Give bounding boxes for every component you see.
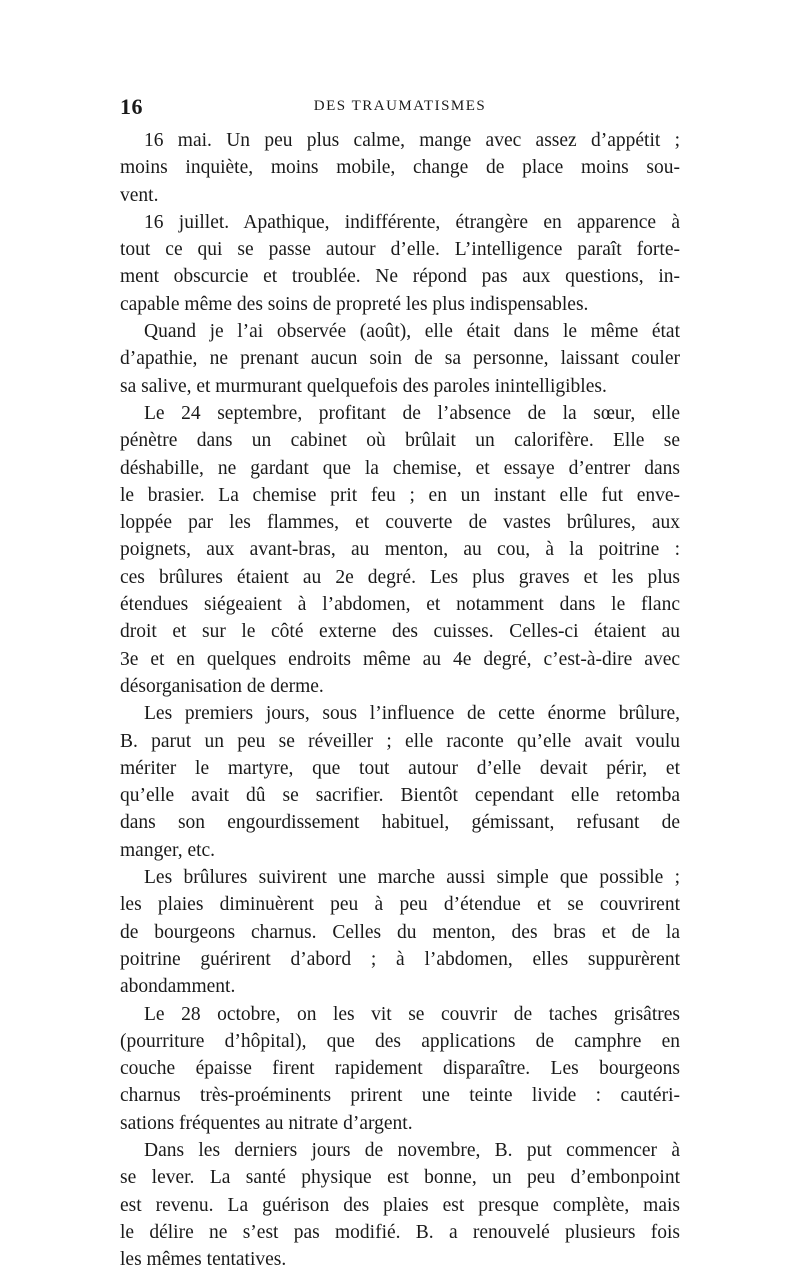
text-line: manger, etc. bbox=[120, 839, 216, 861]
paragraph bbox=[120, 209, 680, 318]
text-line: Quand je l’ai observée (août), elle était dans le même état bbox=[144, 321, 680, 343]
text-line: couche épaisse firent rapidement disparaître. Les bourgeons bbox=[120, 1058, 680, 1080]
paragraph bbox=[120, 864, 680, 1000]
paragraph bbox=[120, 1137, 680, 1273]
text-line: déshabille, ne gardant que la chemise, et essaye d’entrer dans bbox=[120, 457, 680, 479]
paragraph bbox=[120, 700, 680, 864]
text-line: Le 28 octobre, on les vit se couvrir de taches grisâtres bbox=[144, 1003, 680, 1025]
text-line: charnus très-proéminents prirent une teinte livide : cautéri- bbox=[120, 1085, 680, 1107]
text-line: sations fréquentes au nitrate d’argent. bbox=[120, 1112, 413, 1134]
page-number: 16 bbox=[120, 94, 143, 119]
text-line: loppée par les flammes, et couverte de vastes brûlures, aux bbox=[120, 512, 680, 534]
text-line: poignets, aux avant-bras, au menton, au cou, à la poitrine : bbox=[120, 539, 680, 561]
text-line: désorganisation de derme. bbox=[120, 675, 324, 697]
text-line: 16 juillet. Apathique, indifférente, étrangère en apparence à bbox=[144, 211, 680, 233]
text-line: 16 mai. Un peu plus calme, mange avec assez d’appétit ; bbox=[144, 130, 680, 151]
text-line: se lever. La santé physique est bonne, un peu d’embonpoint bbox=[120, 1167, 680, 1189]
text-line: Les brûlures suivirent une marche aussi simple que possible ; bbox=[144, 867, 680, 889]
text-line: Le 24 septembre, profitant de l’absence de la sœur, elle bbox=[144, 402, 680, 424]
text-line: moins inquiète, moins mobile, change de place moins sou- bbox=[120, 157, 680, 179]
text-line: de bourgeons charnus. Celles du menton, des bras et de la bbox=[120, 921, 680, 943]
text-line: Dans les derniers jours de novembre, B. put commencer à bbox=[144, 1139, 680, 1161]
text-line: mériter le martyre, que tout autour d’elle devait périr, et bbox=[120, 757, 680, 779]
text-line: est revenu. La guérison des plaies est presque complète, mais bbox=[120, 1194, 680, 1216]
text-line: vent. bbox=[120, 184, 159, 206]
text-line: les mêmes tentatives. bbox=[120, 1249, 287, 1271]
paragraph bbox=[120, 318, 680, 400]
text-line: ment obscurcie et troublée. Ne répond pas aux questions, in- bbox=[120, 266, 680, 288]
paragraph bbox=[120, 1001, 680, 1137]
text-line: étendues siégeaient à l’abdomen, et notamment dans le flanc bbox=[120, 594, 680, 616]
text-line: pénètre dans un cabinet où brûlait un calorifère. Elle se bbox=[120, 430, 680, 452]
text-line: sa salive, et murmurant quelquefois des paroles inintelligibles. bbox=[120, 375, 607, 397]
paragraph bbox=[120, 400, 680, 700]
text-line: B. parut un peu se réveiller ; elle raconte qu’elle avait voulu bbox=[120, 730, 680, 752]
text-line: abondamment. bbox=[120, 976, 236, 998]
text-line: dans son engourdissement habituel, gémissant, refusant de bbox=[120, 812, 680, 834]
running-header bbox=[120, 94, 680, 118]
text-line: qu’elle avait dû se sacrifier. Bientôt cependant elle retomba bbox=[120, 785, 680, 807]
text-line: Les premiers jours, sous l’influence de cette énorme brûlure, bbox=[144, 703, 680, 725]
text-line: d’apathie, ne prenant aucun soin de sa personne, laissant couler bbox=[120, 348, 680, 370]
paragraph bbox=[120, 127, 680, 209]
text-line: 3e et en quelques endroits même au 4e degré, c’est-à-dire avec bbox=[120, 648, 680, 670]
text-line: le délire ne s’est pas modifié. B. a renouvelé plusieurs fois bbox=[120, 1221, 680, 1243]
text-line: capable même des soins de propreté les plus indispensables. bbox=[120, 293, 589, 315]
text-line: les plaies diminuèrent peu à peu d’étendue et se couvrirent bbox=[120, 894, 680, 916]
text-line: le brasier. La chemise prit feu ; en un instant elle fut enve- bbox=[120, 484, 680, 506]
text-line: poitrine guérirent d’abord ; à l’abdomen, elles suppurèrent bbox=[120, 948, 680, 970]
running-title: DES TRAUMATISMES bbox=[313, 98, 487, 114]
body-text bbox=[120, 127, 680, 1273]
text-line: (pourriture d’hôpital), que des applications de camphre en bbox=[120, 1030, 680, 1052]
text-line: tout ce qui se passe autour d’elle. L’intelligence paraît forte- bbox=[120, 239, 680, 261]
text-line: ces brûlures étaient au 2e degré. Les plus graves et les plus bbox=[120, 566, 680, 588]
text-line: droit et sur le côté externe des cuisses. Celles-ci étaient au bbox=[120, 621, 680, 643]
